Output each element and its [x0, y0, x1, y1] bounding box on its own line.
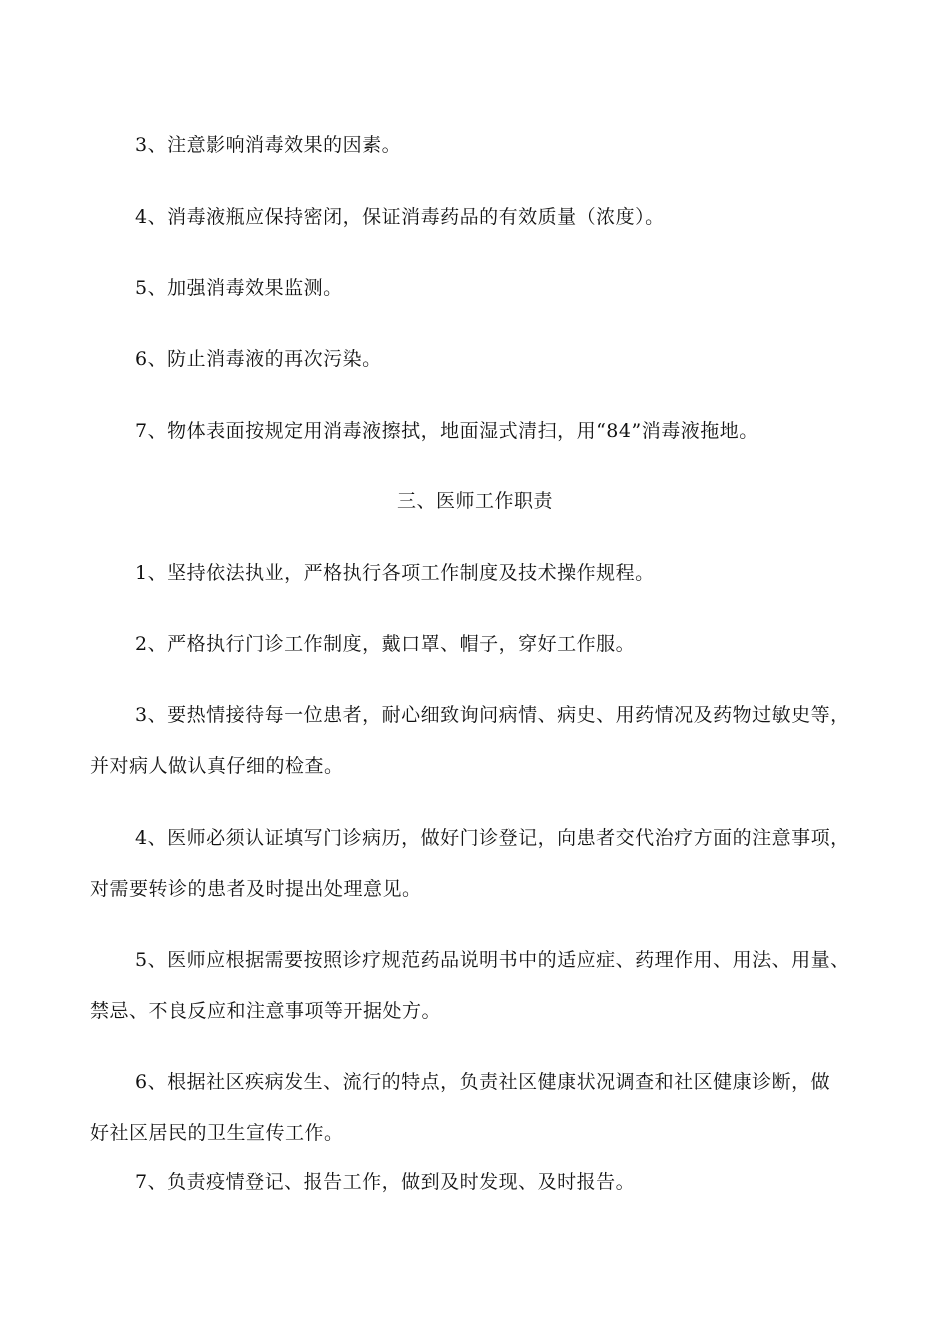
list-item-continuation: 并对病人做认真仔细的检查。 — [90, 755, 344, 777]
list-item: 5、医师应根据需要按照诊疗规范药品说明书中的适应症、药理作用、用法、用量、 — [135, 949, 850, 971]
section-heading: 三、医师工作职责 — [396, 490, 553, 512]
list-item-continuation: 对需要转诊的患者及时提出处理意见。 — [90, 878, 422, 900]
list-item: 1、坚持依法执业，严格执行各项工作制度及技术操作规程。 — [135, 562, 655, 584]
list-item: 5、加强消毒效果监测。 — [135, 277, 343, 299]
list-item: 7、负责疫情登记、报告工作，做到及时发现、及时报告。 — [135, 1171, 636, 1193]
list-item: 2、严格执行门诊工作制度，戴口罩、帽子，穿好工作服。 — [135, 633, 636, 655]
list-item: 6、防止消毒液的再次污染。 — [135, 348, 382, 370]
list-item-continuation: 禁忌、不良反应和注意事项等开据处方。 — [90, 1000, 442, 1022]
list-item: 3、注意影响消毒效果的因素。 — [135, 134, 402, 156]
list-item: 6、根据社区疾病发生、流行的特点，负责社区健康状况调查和社区健康诊断，做 — [135, 1071, 831, 1093]
list-item-continuation: 好社区居民的卫生宣传工作。 — [90, 1122, 344, 1144]
list-item: 7、物体表面按规定用消毒液擦拭，地面湿式清扫，用“84”消毒液拖地。 — [135, 420, 759, 442]
list-item: 3、要热情接待每一位患者，耐心细致询问病情、病史、用药情况及药物过敏史等， — [135, 704, 850, 726]
list-item: 4、医师必须认证填写门诊病历，做好门诊登记，向患者交代治疗方面的注意事项， — [135, 827, 850, 849]
list-item: 4、消毒液瓶应保持密闭，保证消毒药品的有效质量（浓度）。 — [135, 206, 665, 228]
